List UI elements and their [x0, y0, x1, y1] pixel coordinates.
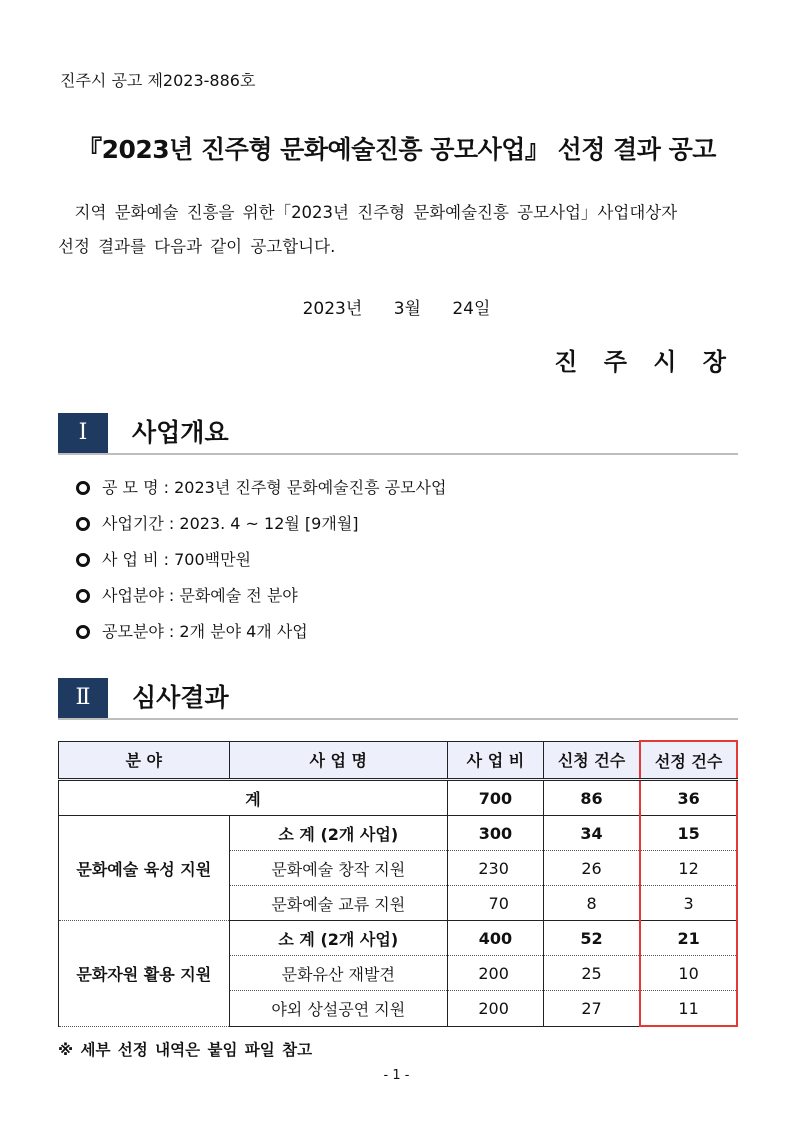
notice-number: 진주시 공고 제2023-886호	[60, 71, 256, 90]
table-row: 야외 상설공연 지원 200 27 11	[59, 991, 738, 1027]
total-budget: 700	[447, 780, 543, 816]
header-category: 분 야	[59, 741, 230, 780]
section-1-number-badge: Ⅰ	[58, 413, 108, 453]
table-row-total	[59, 780, 738, 816]
overview-list	[76, 470, 446, 650]
header-budget: 사 업 비	[447, 741, 543, 780]
reference-note: ※ 세부 선정 내역은 붙임 파일 참고	[58, 1041, 313, 1059]
header-applied: 신청 건수	[543, 741, 640, 780]
table-row: 문화유산 재발견 200 25 10	[59, 956, 738, 991]
table-row: 문화예술 창작 지원 230 26 12	[59, 851, 738, 886]
circle-bullet-icon	[76, 625, 90, 639]
category-cell: 문화자원 활용 지원	[59, 921, 230, 1027]
overview-item: 공 모 명 : 2023년 진주형 문화예술진흥 공모사업	[76, 470, 446, 506]
section-1-header	[58, 413, 738, 455]
intro-line-1: 지역 문화예술 진흥을 위한「2023년 진주형 문화예술진흥 공모사업」사업대상자	[74, 203, 678, 222]
table-row-subtotal: 문화예술 육성 지원 소 계 (2개 사업) 300 34 15	[59, 816, 738, 851]
date-month: 3월	[393, 299, 421, 319]
category-cell: 문화예술 육성 지원	[59, 816, 230, 921]
total-applied: 86	[543, 780, 640, 816]
results-table	[58, 740, 738, 1027]
overview-item: 사업기간 : 2023. 4 ~ 12월 [9개월]	[76, 506, 446, 542]
header-project-name: 사 업 명	[229, 741, 447, 780]
intro-paragraph	[58, 196, 738, 264]
date-day: 24일	[452, 299, 491, 319]
announcement-date	[0, 294, 793, 319]
page-title: 『2023년 진주형 문화예술진흥 공모사업』 선정 결과 공고	[77, 135, 716, 164]
section-2-number-badge: Ⅱ	[58, 678, 108, 718]
circle-bullet-icon	[76, 589, 90, 603]
table-row: 문화예술 교류 지원 70 8 3	[59, 886, 738, 921]
circle-bullet-icon	[76, 517, 90, 531]
page-number: - 1 -	[383, 1068, 410, 1083]
circle-bullet-icon	[76, 481, 90, 495]
overview-item: 공모분야 : 2개 분야 4개 사업	[76, 614, 446, 650]
section-1-title: 사업개요	[132, 418, 229, 447]
total-label: 계	[59, 780, 448, 816]
overview-item: 사업분야 : 문화예술 전 분야	[76, 578, 446, 614]
circle-bullet-icon	[76, 553, 90, 567]
table-row-subtotal: 문화자원 활용 지원 소 계 (2개 사업) 400 52 21	[59, 921, 738, 956]
table-header-row	[59, 741, 738, 780]
section-2-title: 심사결과	[132, 683, 229, 712]
intro-line-2: 선정 결과를 다음과 같이 공고합니다.	[58, 237, 336, 256]
overview-item: 사 업 비 : 700백만원	[76, 542, 446, 578]
date-year: 2023년	[302, 299, 363, 319]
header-selected: 선정 건수	[640, 741, 737, 780]
section-2-header	[58, 678, 738, 720]
issuer-signature: 진 주 시 장	[554, 348, 735, 376]
total-selected: 36	[640, 780, 737, 816]
